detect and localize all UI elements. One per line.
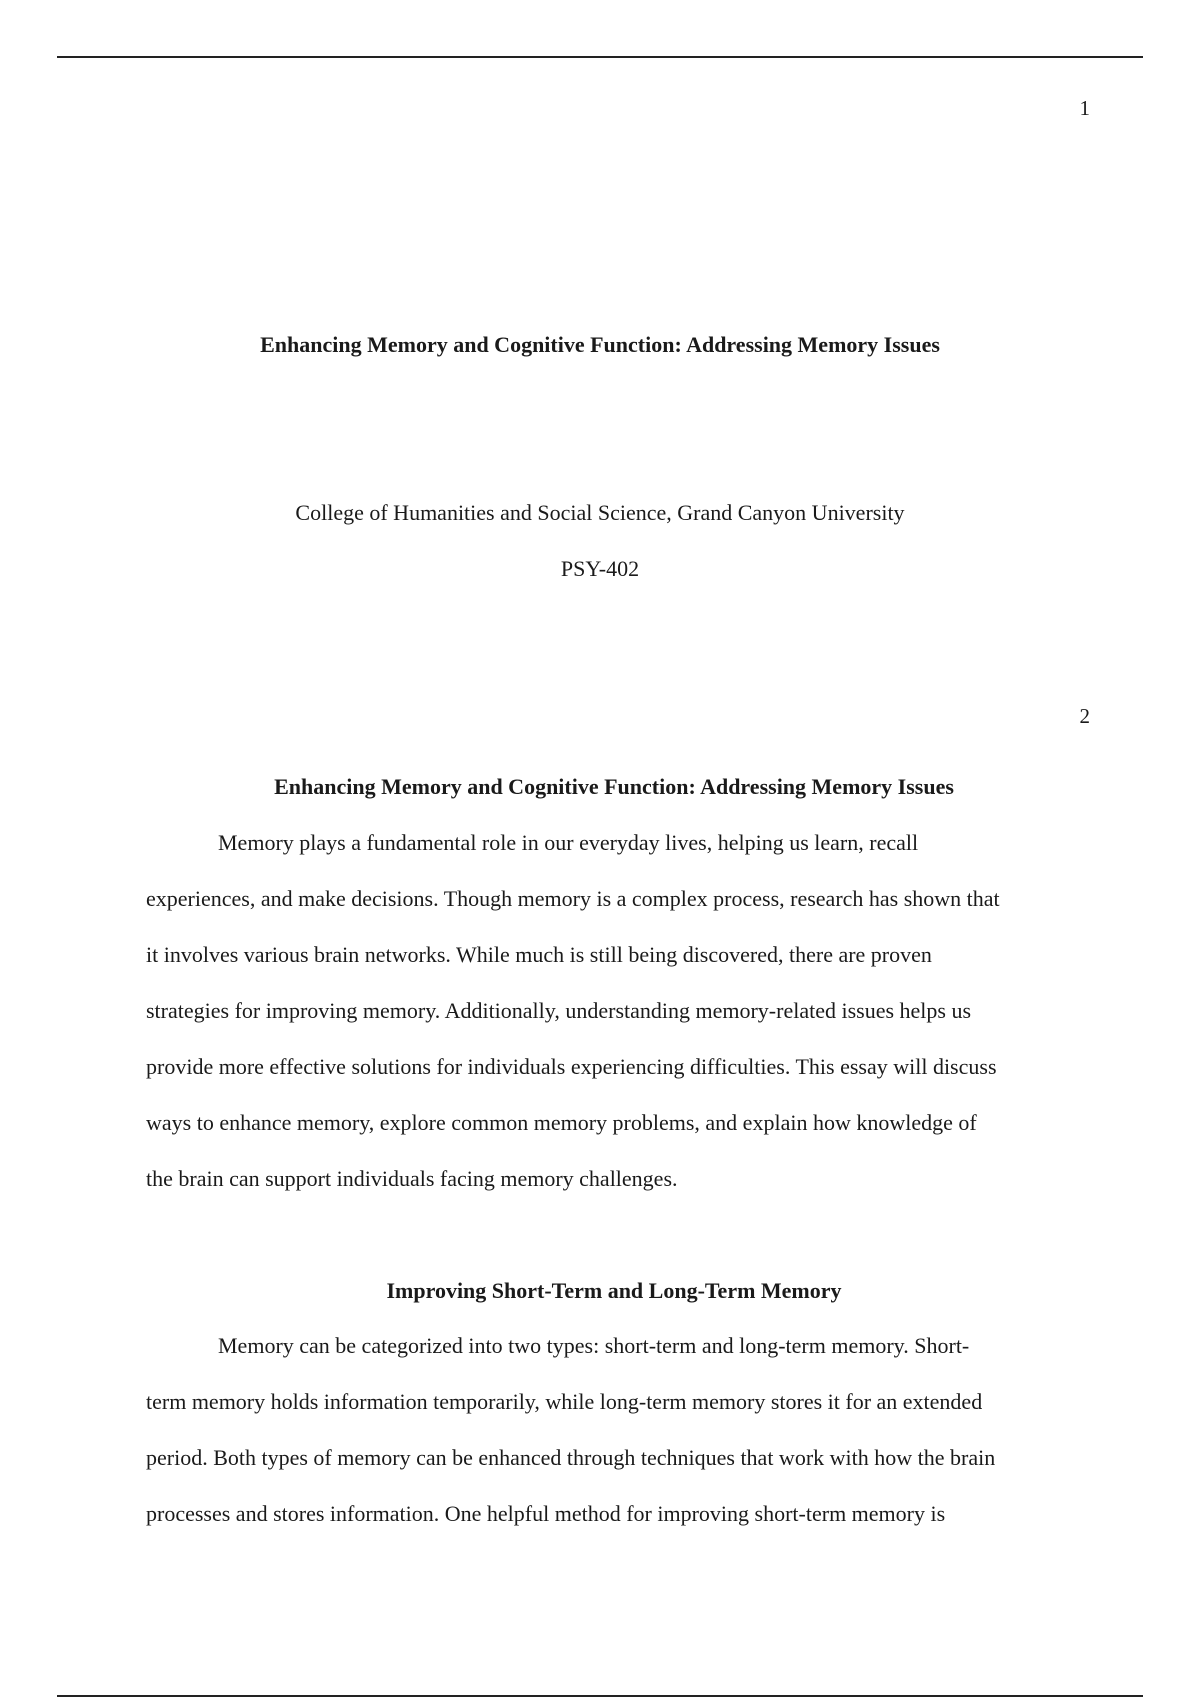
bottom-page-rule xyxy=(57,1695,1143,1697)
paragraph-line: processes and stores information. One helpful method for improving short-term memory is xyxy=(146,1501,946,1526)
paragraph-line: provide more effective solutions for individuals experiencing difficulties. This essay will discuss xyxy=(146,1054,997,1079)
paragraph-line: it involves various brain networks. While much is still being discovered, there are proven xyxy=(146,942,932,967)
section-heading: Improving Short-Term and Long-Term Memory xyxy=(386,1278,842,1303)
page-number: 1 xyxy=(1079,96,1090,120)
paragraph-line: the brain can support individuals facing memory challenges. xyxy=(146,1166,678,1191)
paragraph-line: experiences, and make decisions. Though memory is a complex process, research has shown that xyxy=(146,886,1000,911)
paragraph-line: strategies for improving memory. Additionally, understanding memory-related issues helps us xyxy=(146,998,972,1023)
paragraph-line: Memory can be categorized into two types: short-term and long-term memory. Short- xyxy=(218,1333,970,1358)
top-page-rule xyxy=(57,56,1143,58)
cover-college-line: College of Humanities and Social Science, Grand Canyon University xyxy=(295,500,905,525)
paragraph-line: term memory holds information temporarily, while long-term memory stores it for an extended xyxy=(146,1389,983,1414)
paragraph-line: ways to enhance memory, explore common memory problems, and explain how knowledge of xyxy=(146,1110,977,1135)
cover-course-code: PSY-402 xyxy=(560,556,640,581)
intro-paragraph xyxy=(146,815,1086,1207)
cover-title: Enhancing Memory and Cognitive Function: Addressing Memory Issues xyxy=(260,332,940,357)
page-number: 2 xyxy=(1079,704,1090,728)
paragraph-line: period. Both types of memory can be enhanced through techniques that work with how the brain xyxy=(146,1445,996,1470)
essay-title: Enhancing Memory and Cognitive Function: Addressing Memory Issues xyxy=(274,774,954,799)
paragraph-line: Memory plays a fundamental role in our everyday lives, helping us learn, recall xyxy=(218,830,919,855)
section-paragraph xyxy=(146,1318,1086,1542)
